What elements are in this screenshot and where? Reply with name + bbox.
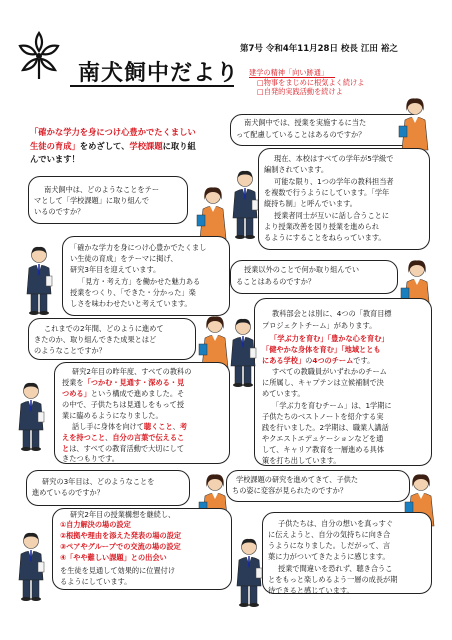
answer-4-line-7: より授業改善を図り授業を進められ xyxy=(264,222,380,231)
answer-5-red-5a: にある学校」 xyxy=(262,356,306,365)
answer-6-line-7: 待できると感じています。 xyxy=(268,586,354,595)
answer-3-line-6: を生徒を見通して効果的に位置付け xyxy=(60,566,176,575)
answer-2-text-2a: 授業を xyxy=(62,378,84,387)
question-1-line-3: いるのですか？ xyxy=(34,207,85,216)
question-3-line-1: 研究の3年目は、どのようなことを xyxy=(42,477,155,486)
answer-1-line-5: 授業をつくり、「できた・分かった」楽 xyxy=(70,288,196,297)
answer-3-item-4: ④「やや難しい課題」との出会い xyxy=(60,553,167,562)
answer-3-item-2: ②根拠や理由を添えた発表の場の設定 xyxy=(60,531,182,540)
answer-1-line-1: 「確かな学力を身につけ心豊かでたくまし xyxy=(70,243,207,252)
question-2-line-3: のようなことですか？ xyxy=(34,346,106,355)
answer-2-red-3a: つめる」 xyxy=(62,389,91,398)
answer-2-line-1: 研究2年目の昨年度、すべての教科の xyxy=(72,367,192,376)
question-6-line-1: 学校課題の研究を進めてきて、子供た xyxy=(236,475,359,484)
principal-man-3 xyxy=(14,530,48,602)
answer-5-line-3: 「学ぶ力を育む」「豊かな心を育む」 xyxy=(270,334,389,343)
answer-5-line-4: 「健やかな身体を育む」「地域ととも xyxy=(262,345,381,354)
question-4-line-1: 南犬飼中では、授業を実施するに当た xyxy=(244,118,367,127)
intro-red-3: 学校課題 xyxy=(129,140,163,151)
motto-label: 建学の精神「向い跡通」 xyxy=(249,68,329,77)
answer-6-line-5: 授業で間違いを恐れず、聴き合うこ xyxy=(278,564,393,573)
answer-6-line-4: 葉に力がついてきたように感じます。 xyxy=(268,552,390,561)
answer-5-line-10: 子供たちのベストノートを紹介する実 xyxy=(262,412,384,421)
answer-2-red-8a: と xyxy=(62,444,70,453)
page-title: 南犬飼中だより xyxy=(78,61,240,86)
answer-3-item-1: ①自力解決の場の設定 xyxy=(60,520,131,529)
intro-line-3: んでいます！ xyxy=(30,154,80,164)
principal-man-6 xyxy=(232,536,266,608)
answer-1-line-6: しさを味わわせたいと考えています。 xyxy=(70,299,192,308)
answer-5-line-5 xyxy=(262,355,374,366)
question-5-line-1: 授業以外のことで何か取り組んでい xyxy=(244,265,360,274)
question-1-line-1: 南犬飼中は、どのようなことをテー xyxy=(44,185,160,194)
answer-6-line-2: に伝えようと、自分の気持ちに向き合 xyxy=(268,530,391,539)
answer-4-line-2: 編制されています。 xyxy=(264,165,329,174)
answer-2-text-3b: という構成で進めました。そ xyxy=(90,389,185,398)
principal-man-5 xyxy=(226,316,260,388)
answer-2-red-2b: 「つかむ・見通す・深める・見 xyxy=(83,378,185,387)
answer-4-line-8: るようにすることをねらっています。 xyxy=(264,233,386,242)
answer-5-red-5c: 4つのチーム xyxy=(312,356,354,365)
answer-5-line-2: プロジェクトチーム」があります。 xyxy=(262,321,377,330)
answer-5-line-11: 践を行いました。2学期は、職業人講話 xyxy=(262,423,389,432)
answer-4-line-6: 授業者同士が互いに話し合うことに xyxy=(274,211,390,220)
answer-5-line-1: 教科部会とは別に、4つの「教育目標 xyxy=(272,309,392,318)
answer-2-line-5: 業に臨めるようになりました。 xyxy=(62,411,163,420)
question-4-line-2: って配慮していることはあるのですか？ xyxy=(236,130,366,139)
answer-2-line-2 xyxy=(62,377,184,388)
answer-2-text-6a: 話し手に身体を向けて xyxy=(72,422,144,431)
answer-3-line-1: 研究2年目の授業構想を継続し、 xyxy=(70,510,176,519)
answer-2-text-6c: 、 xyxy=(172,422,180,431)
intro-line-1 xyxy=(30,126,196,140)
answer-5-line-9: 「学ぶ力を育むチーム」は、1学期に xyxy=(272,401,392,410)
answer-6-line-1: 子供たちは、自分の想いを真っすぐ xyxy=(278,519,394,528)
intro-line-2 xyxy=(30,140,196,154)
answer-2-text-7b: 、 xyxy=(105,433,113,442)
answer-2-line-3 xyxy=(62,388,184,399)
issue-info: 第7号 令和4年11月28日 校長 江田 裕之 xyxy=(240,44,398,54)
answer-1-line-2: い生徒の育成」をテーマに掲げ、 xyxy=(70,254,178,263)
answer-2-red-6d: 考 xyxy=(179,422,188,431)
principal-man-2 xyxy=(14,380,48,452)
intro-red-2: 生徒の育成」 xyxy=(30,140,80,151)
answer-2-line-9: きたつもりです。 xyxy=(62,454,119,463)
answer-5-line-14: 策を打ち出しています。 xyxy=(262,456,341,465)
answer-2-text-8b: は、すべての教育活動で大切にして xyxy=(69,444,185,453)
intro-text xyxy=(30,126,196,167)
answer-4-line-4: を複数で行うようにしています。「学年 xyxy=(264,188,390,197)
question-2-line-1: これまでの2年間、どのように進めて xyxy=(44,324,164,333)
answer-2-red-6b: 聴くこと xyxy=(143,422,173,431)
answer-4-line-1: 現在、本校はすべての学年が5学級で xyxy=(274,154,394,163)
motto-line-1: □物事をまじめに根気よく続けよ xyxy=(257,78,365,87)
question-6-line-2: ちの姿に変容が見られたのですか？ xyxy=(232,486,348,495)
intro-end: に取り組 xyxy=(162,140,196,151)
intro-mid: をめざして、 xyxy=(79,140,130,151)
answer-5-line-6: すべての教職員がいずれかのチーム xyxy=(272,367,387,376)
intro-red-1: 「確かな学力を身につけ心豊かでたくましい xyxy=(30,127,196,137)
principal-man-1 xyxy=(22,244,56,316)
answer-2-line-7 xyxy=(62,432,184,443)
answer-5-line-13: して、キャリア教育を一層進める具体 xyxy=(262,445,385,454)
answer-5-text-5d: です。 xyxy=(353,356,375,365)
answer-2-line-6 xyxy=(72,421,187,432)
answer-2-red-7c: 自分の言葉で伝えるこ xyxy=(112,433,185,442)
motto-line-2: □自発的実践活動を続けよ xyxy=(257,87,343,96)
answer-2-line-4: の中で、子供たちは見通しをもって授 xyxy=(62,400,185,409)
answer-4-line-3: 可能な限り、1つの学年の教科担当者 xyxy=(274,177,394,186)
school-emblem xyxy=(14,30,64,82)
answer-1-line-4: 「見方・考え方」を働かせた魅力ある xyxy=(78,277,201,286)
answer-6-line-6: とをもっと楽しめるよう一層の成長が期 xyxy=(268,575,398,584)
answer-6-line-3: うようになりました。しだがって、言 xyxy=(268,541,391,550)
answer-5-line-7: に所属し、キャプテンは立候補制で決 xyxy=(262,378,384,387)
answer-4-line-5: 縦持ち制」と呼んでいます。 xyxy=(264,199,357,208)
answer-5-text-5b: の xyxy=(305,356,313,365)
answer-3-item-3: ③ペアやグループでの交流の場の設定 xyxy=(60,542,181,551)
question-5-line-2: ることはあるのですか？ xyxy=(236,277,316,286)
principal-man-4 xyxy=(228,168,262,240)
question-2-line-2: きたのか、取り組んできた成果とはど xyxy=(34,335,157,344)
answer-1-line-3: 研究3年目を迎えています。 xyxy=(70,265,161,274)
answer-5-line-8: めています。 xyxy=(262,389,305,398)
title-underline xyxy=(70,85,234,87)
question-3-line-2: 進めているのですか？ xyxy=(32,488,104,497)
answer-3-line-7: るようにしています。 xyxy=(60,577,132,586)
answer-2-red-7a: えを持つこと xyxy=(62,433,106,442)
answer-5-line-12: やクエストエデュケーションなどを通 xyxy=(262,434,384,443)
question-1-line-2: マとして「学校課題」に取り組んで xyxy=(34,196,150,205)
